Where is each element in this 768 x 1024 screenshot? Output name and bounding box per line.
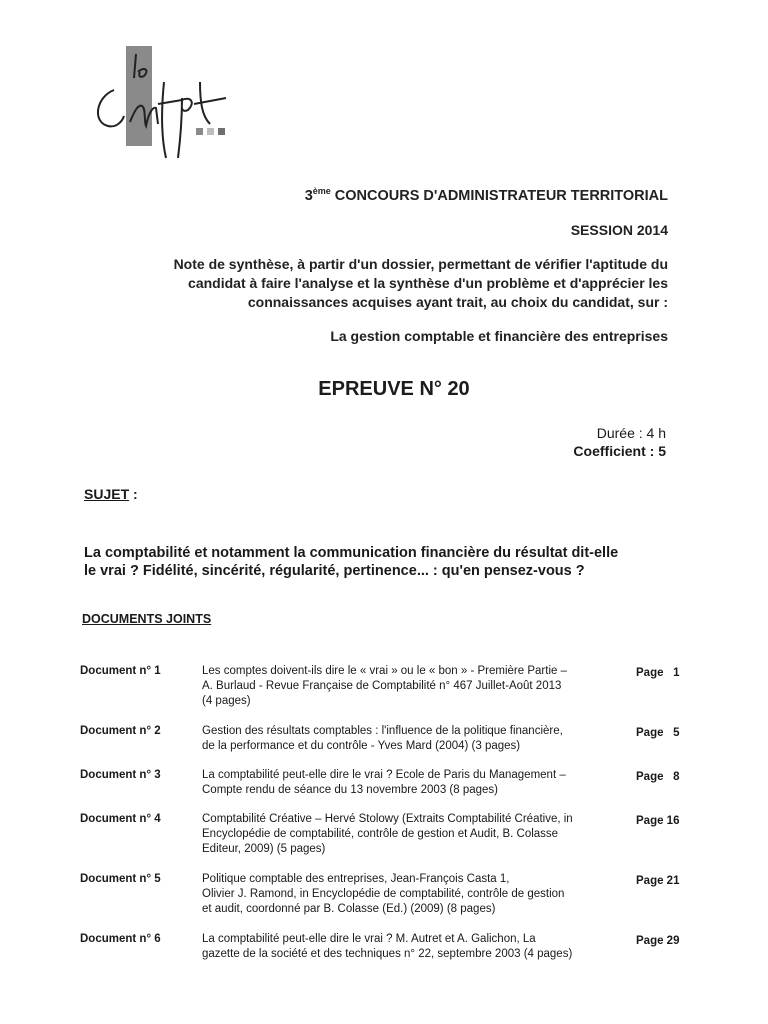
document-line: Les comptes doivent-ils dire le « vrai » ou le « bon » - Première Partie – [202, 665, 567, 677]
document-line: de la performance et du contrôle - Yves Mard (2004) (3 pages) [202, 740, 521, 752]
document-description [202, 664, 622, 709]
cnfpt-logo [86, 42, 246, 162]
question-line: le vrai ? Fidélité, sincérité, régularité, pertinence... : qu'en pensez-vous ? [84, 563, 585, 579]
document-page-ref: Page 1 [636, 667, 680, 679]
sujet-heading [84, 486, 138, 502]
duree: Durée : 4 h [596, 425, 666, 441]
document-label: Document n° 4 [80, 813, 161, 825]
document-line: gazette de la société et des techniques n° 22, septembre 2003 (4 pages) [202, 948, 573, 960]
note-line: connaissances acquises ayant trait, au choix du candidat, sur : [247, 294, 668, 310]
coefficient: Coefficient : 5 [573, 443, 666, 459]
document-line: Comptabilité Créative – Hervé Stolowy (Extraits Comptabilité Créative, in [202, 813, 573, 825]
document-page-ref: Page 5 [636, 727, 680, 739]
document-line: Olivier J. Ramond, in Encyclopédie de comptabilité, contrôle de gestion [202, 888, 565, 900]
epreuve-title: EPREUVE N° 20 [318, 378, 470, 400]
question-line: La comptabilité et notamment la communication financière du résultat dit-elle [84, 545, 619, 561]
note-line: Note de synthèse, à partir d'un dossier, permettant de vérifier l'aptitude du [173, 256, 668, 272]
sujet-question [84, 544, 674, 580]
document-line: Encyclopédie de comptabilité, contrôle de gestion et Audit, B. Colasse [202, 828, 559, 840]
document-label: Document n° 6 [80, 933, 161, 945]
concours-title [305, 186, 668, 204]
concours-sup: ème [312, 186, 331, 196]
document-line: La comptabilité peut-elle dire le vrai ? Ecole de Paris du Management – [202, 769, 566, 781]
duree-block [573, 424, 666, 460]
document-page-ref: Page 8 [636, 771, 680, 783]
session: SESSION 2014 [570, 222, 668, 238]
documents-heading: DOCUMENTS JOINTS [82, 612, 212, 626]
document-label: Document n° 5 [80, 873, 161, 885]
document-line: A. Burlaud - Revue Française de Comptabilité n° 467 Juillet-Août 2013 [202, 680, 562, 692]
document-page-ref: Page 16 [636, 815, 680, 827]
document-label: Document n° 2 [80, 725, 161, 737]
theme: La gestion comptable et financière des entreprises [330, 328, 668, 344]
document-line: La comptabilité peut-elle dire le vrai ? M. Autret et A. Galichon, La [202, 933, 536, 945]
document-page-ref: Page 21 [636, 875, 680, 887]
concours-rest: CONCOURS D'ADMINISTRATEUR TERRITORIAL [330, 187, 668, 204]
document-description [202, 724, 622, 754]
sujet-label: SUJET [84, 486, 130, 502]
document-line: (4 pages) [202, 695, 251, 707]
document-line: Politique comptable des entreprises, Jean-François Casta 1, [202, 873, 510, 885]
document-description [202, 812, 622, 857]
note-line: candidat à faire l'analyse et la synthèse d'un problème et d'apprécier les [188, 275, 668, 291]
document-description [202, 932, 622, 962]
note-de-synthese [108, 255, 668, 312]
document-description [202, 872, 622, 917]
sujet-colon: : [129, 486, 138, 502]
document-line: Gestion des résultats comptables : l'influence de la politique financière, [202, 725, 563, 737]
document-label: Document n° 3 [80, 769, 161, 781]
document-page-ref: Page 29 [636, 935, 680, 947]
document-line: Compte rendu de séance du 13 novembre 2003 (8 pages) [202, 784, 499, 796]
document-label: Document n° 1 [80, 665, 161, 677]
concours-prefix: 3 [304, 187, 313, 204]
document-description [202, 768, 622, 798]
document-line: Editeur, 2009) (5 pages) [202, 843, 326, 855]
document-line: et audit, coordonné par B. Colasse (Ed.) (2009) (8 pages) [202, 903, 496, 915]
